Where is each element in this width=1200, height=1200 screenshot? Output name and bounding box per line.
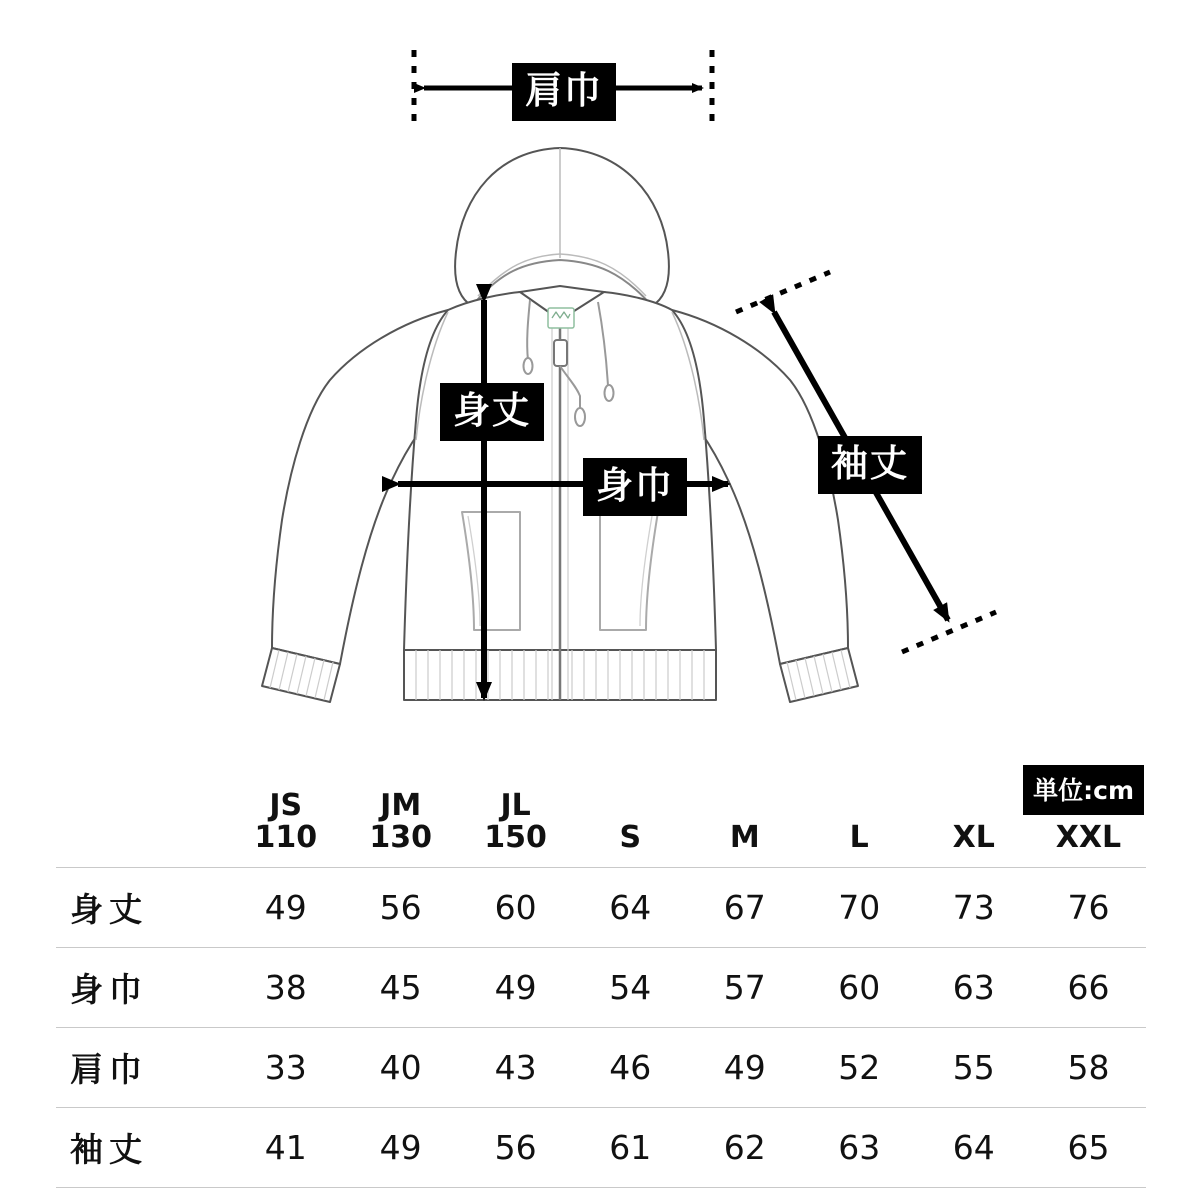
table-row xyxy=(56,947,1146,1027)
cell: 49 xyxy=(494,967,537,1007)
cell: 40 xyxy=(379,1047,422,1087)
column-header-xl xyxy=(916,790,1030,867)
column-header-jm xyxy=(343,790,458,867)
row-header-sleeve-length: 袖丈 xyxy=(70,1129,148,1169)
size-table-body xyxy=(56,867,1146,1187)
cell: 62 xyxy=(723,1127,766,1167)
column-label: L xyxy=(849,820,869,856)
column-label: S xyxy=(619,820,642,856)
row-header-body-width: 身巾 xyxy=(70,969,148,1009)
cell: 54 xyxy=(609,967,652,1007)
cell: 64 xyxy=(609,887,652,927)
column-sublabel: 130 xyxy=(369,820,432,856)
cell: 57 xyxy=(723,967,766,1007)
column-header-l xyxy=(802,790,916,867)
column-header-s xyxy=(573,790,687,867)
column-header-js xyxy=(228,790,343,867)
brand-patch xyxy=(548,308,574,328)
table-header-row xyxy=(56,790,1146,867)
table-row xyxy=(56,867,1146,947)
table-row xyxy=(56,1107,1146,1187)
cell: 67 xyxy=(723,887,766,927)
column-sublabel: 150 xyxy=(484,820,547,856)
size-table xyxy=(56,790,1146,1188)
cell: 52 xyxy=(838,1047,881,1087)
column-label: M xyxy=(729,820,760,856)
column-header-m xyxy=(688,790,802,867)
cell: 46 xyxy=(609,1047,652,1087)
cell: 60 xyxy=(494,887,537,927)
cell: 56 xyxy=(494,1127,537,1167)
cell: 33 xyxy=(264,1047,307,1087)
cell: 58 xyxy=(1067,1047,1110,1087)
cell: 56 xyxy=(379,887,422,927)
column-header-xxl xyxy=(1031,790,1146,867)
column-label: JM xyxy=(380,788,422,823)
cell: 49 xyxy=(264,887,307,927)
cell: 63 xyxy=(952,967,995,1007)
cell: 61 xyxy=(609,1127,652,1167)
label-body-width: 身巾 xyxy=(583,458,687,516)
cell: 49 xyxy=(723,1047,766,1087)
unit-badge: 単位:cm xyxy=(1023,765,1144,815)
size-table-header xyxy=(56,790,1146,867)
cell: 49 xyxy=(379,1127,422,1167)
row-header-body-length: 身丈 xyxy=(70,889,148,929)
column-label: JL xyxy=(500,788,531,823)
cell: 43 xyxy=(494,1047,537,1087)
row-header-shoulder-width: 肩巾 xyxy=(70,1049,148,1089)
column-header-jl xyxy=(458,790,573,867)
cell: 70 xyxy=(838,887,881,927)
cell: 55 xyxy=(952,1047,995,1087)
cell: 76 xyxy=(1067,887,1110,927)
row-header-blank xyxy=(56,790,228,867)
cell: 45 xyxy=(379,967,422,1007)
cell: 73 xyxy=(952,887,995,927)
cell: 60 xyxy=(838,967,881,1007)
cell: 65 xyxy=(1067,1127,1110,1167)
label-shoulder-width: 肩巾 xyxy=(512,63,616,121)
hoodie-shape xyxy=(262,148,858,702)
column-label: JS xyxy=(269,788,303,823)
column-label: XL xyxy=(952,820,995,856)
column-sublabel: 110 xyxy=(254,820,318,856)
cell: 66 xyxy=(1067,967,1110,1007)
cell: 64 xyxy=(952,1127,995,1167)
cell: 38 xyxy=(264,967,307,1007)
cell: 41 xyxy=(264,1127,307,1167)
label-sleeve-length: 袖丈 xyxy=(818,436,922,494)
cell: 63 xyxy=(838,1127,881,1167)
table-row xyxy=(56,1027,1146,1107)
column-label: XXL xyxy=(1055,820,1122,856)
label-body-length: 身丈 xyxy=(440,383,544,441)
